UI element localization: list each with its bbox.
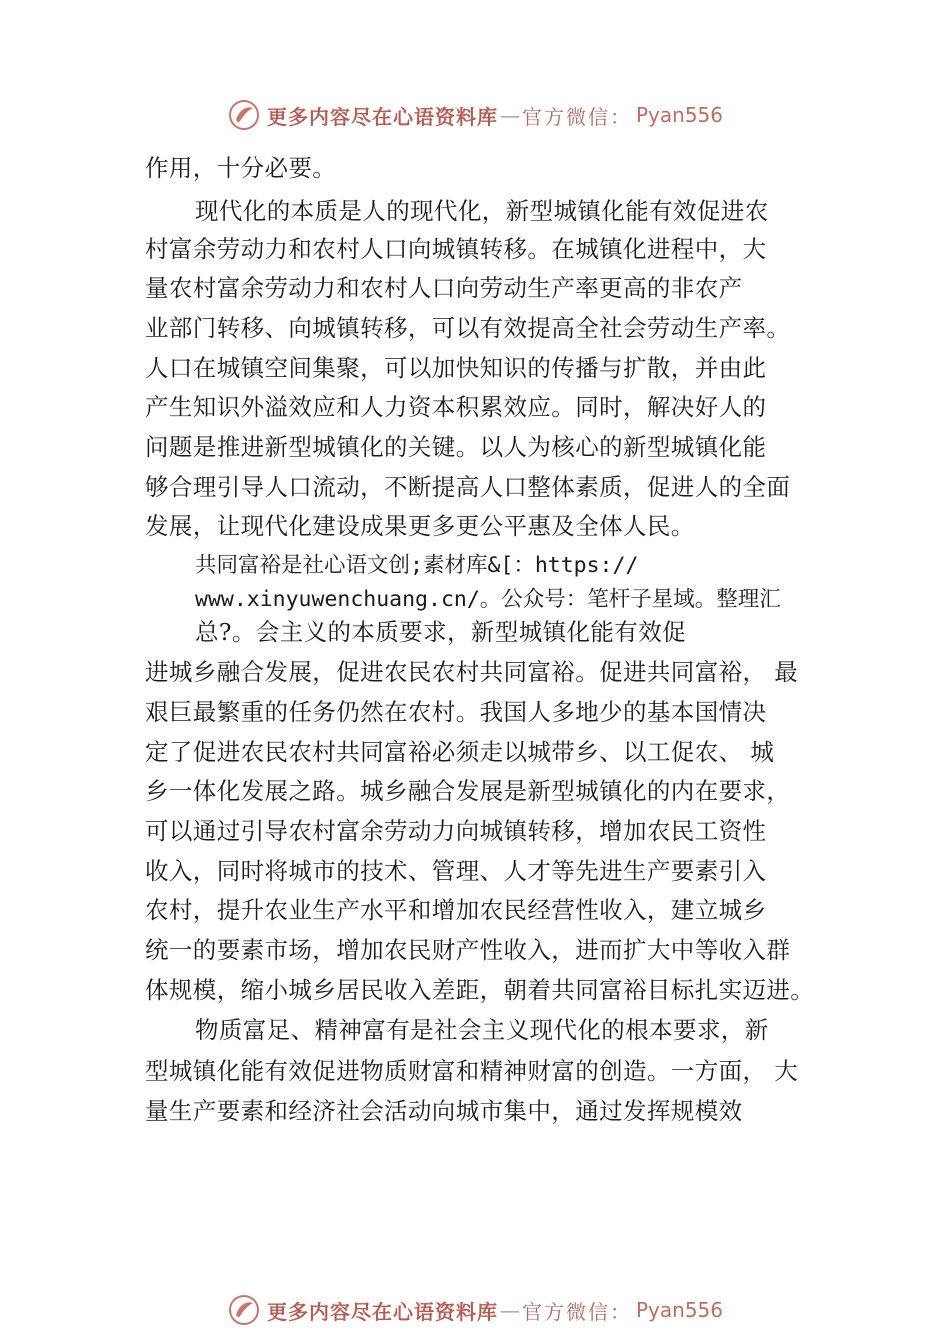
header-wechat-id: Pyan556	[635, 103, 723, 127]
logo-icon	[227, 1293, 261, 1327]
text-line: 体规模，缩小城乡居民收入差距，朝着共同富裕目标扎实迈进。	[145, 976, 815, 1004]
header-banner	[0, 95, 950, 135]
header-dash: —	[499, 103, 520, 127]
footer-title: 更多内容尽在心语资料库	[266, 1299, 498, 1324]
text-line: www.xinyuwenchuang.cn/。公众号：笔杆子星域。整理汇	[195, 587, 781, 612]
header-wechat-label: 官方微信：	[521, 104, 632, 129]
text-line: 定了促进农民农村共同富裕必须走以城带乡、以工促农、 城	[145, 738, 775, 766]
text-line: 统一的要素市场，增加农民财产性收入，进而扩大中等收入群	[145, 936, 791, 964]
text-line: 人口在城镇空间集聚，可以加快知识的传播与扩散，并由此	[145, 354, 767, 382]
text-line: 发展，让现代化建设成果更多更公平惠及全体人民。	[145, 512, 695, 540]
footer-dash: —	[499, 1298, 520, 1322]
text-line: 乡一体化发展之路。城乡融合发展是新型城镇化的内在要求，	[145, 777, 791, 805]
header-title: 更多内容尽在心语资料库	[266, 104, 498, 129]
text-line: 艰巨最繁重的任务仍然在农村。我国人多地少的基本国情决	[145, 698, 767, 726]
text-line: 量农村富余劳动力和农村人口向劳动生产率更高的非农产	[145, 274, 743, 302]
footer-wechat-id: Pyan556	[635, 1298, 723, 1322]
footer-wechat-label: 官方微信：	[521, 1299, 632, 1324]
text-line: 作用，十分必要。	[145, 154, 337, 182]
text-line: 问题是推进新型城镇化的关键。以人为核心的新型城镇化能	[145, 433, 767, 461]
text-line: 够合理引导人口流动，不断提高人口整体素质，促进人的全面	[145, 473, 791, 501]
text-line: 现代化的本质是人的现代化，新型城镇化能有效促进农	[195, 197, 769, 225]
text-line: 进城乡融合发展，促进农民农村共同富裕。促进共同富裕， 最	[145, 658, 799, 686]
logo-icon	[227, 98, 261, 132]
text-line: 农村，提升农业生产水平和增加农民经营性收入，建立城乡	[145, 896, 767, 924]
text-line: 村富余劳动力和农村人口向城镇转移。在城镇化进程中，大	[145, 235, 767, 263]
text-line: 总?。会主义的本质要求，新型城镇化能有效促	[195, 618, 686, 646]
footer-banner	[0, 1290, 950, 1330]
text-line: 可以通过引导农村富余劳动力向城镇转移，增加农民工资性	[145, 817, 767, 845]
text-line: 业部门转移、向城镇转移，可以有效提高全社会劳动生产率。	[145, 314, 791, 342]
text-line: 型城镇化能有效促进物质财富和精神财富的创造。一方面， 大	[145, 1057, 799, 1085]
text-line: 物质富足、精神富有是社会主义现代化的根本要求，新	[195, 1016, 769, 1044]
text-line: 产生知识外溢效应和人力资本积累效应。同时，解决好人的	[145, 393, 767, 421]
text-line: 共同富裕是社心语文创;素材库&[：https://	[195, 553, 639, 578]
text-line: 收入，同时将城市的技术、管理、人才等先进生产要素引入	[145, 857, 767, 885]
text-line: 量生产要素和经济社会活动向城市集中，通过发挥规模效	[145, 1097, 743, 1125]
